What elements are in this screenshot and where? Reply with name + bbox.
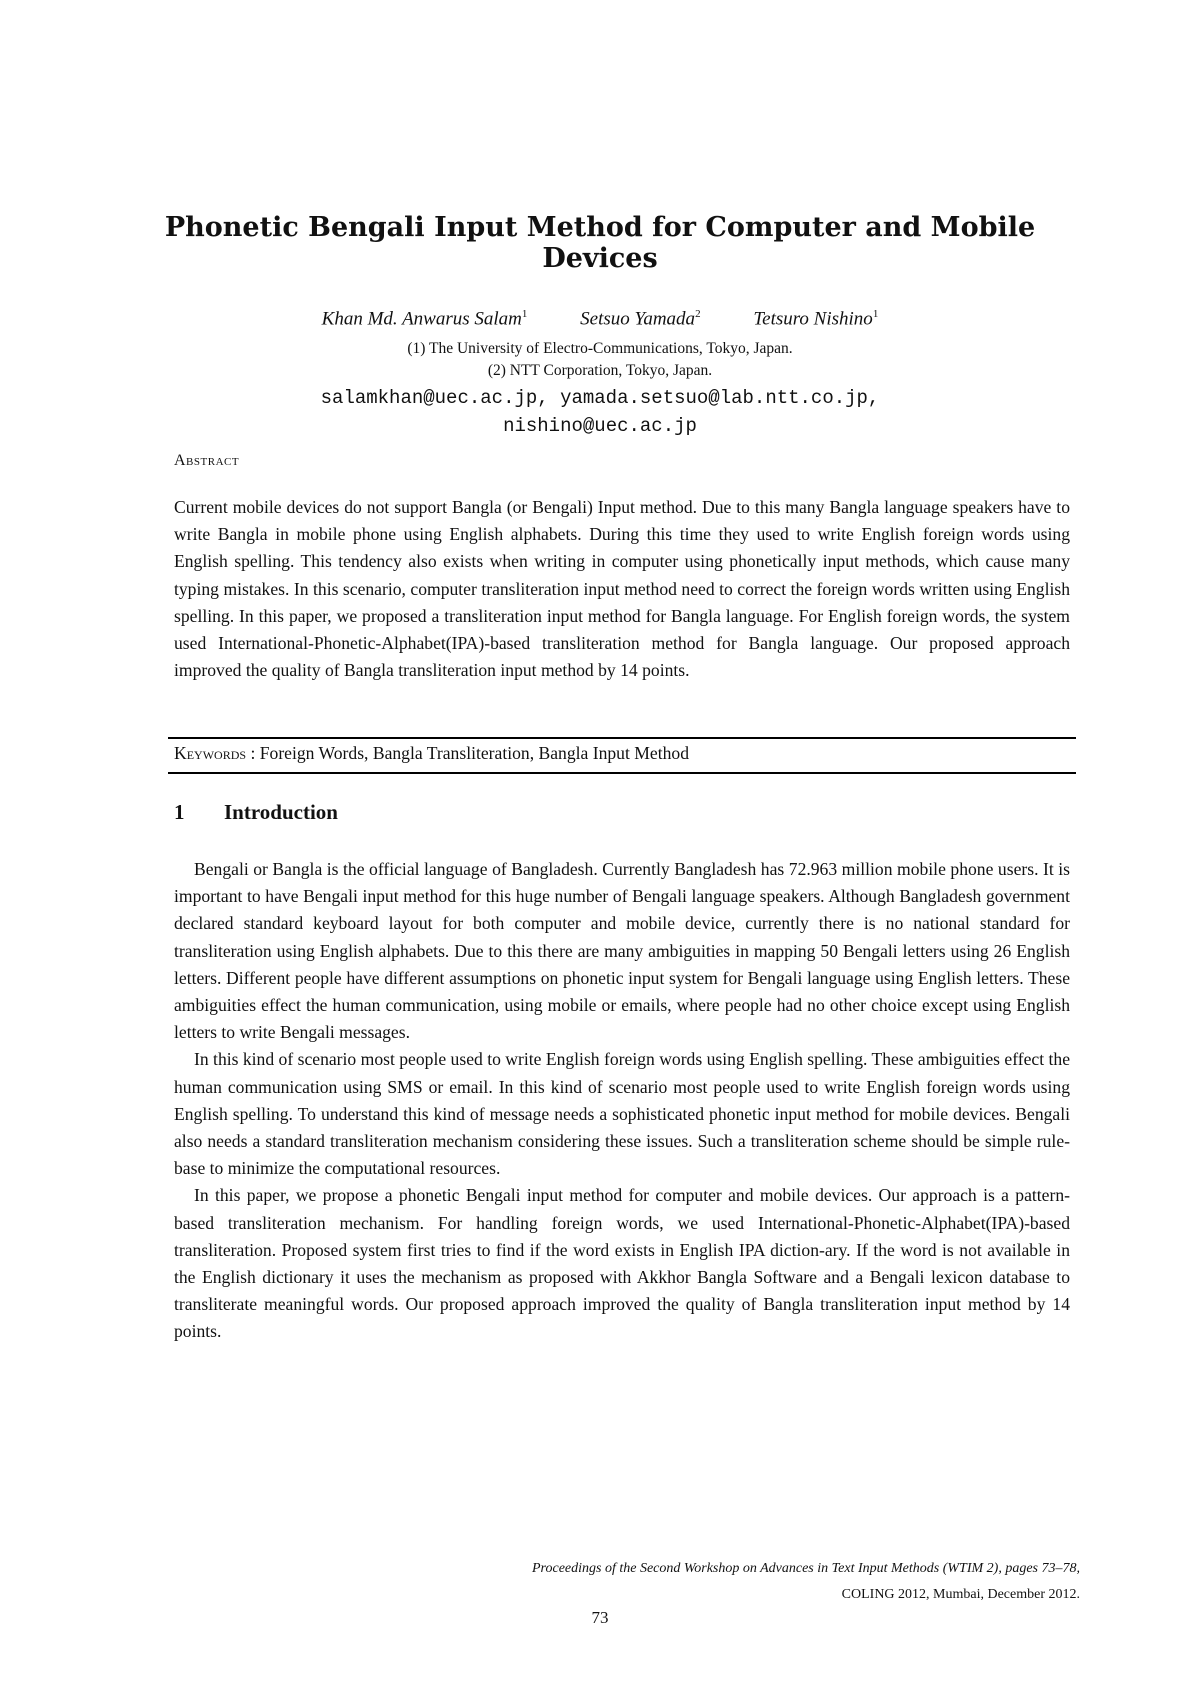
paragraph: In this paper, we propose a phonetic Bengali input method for computer and mobile devices. Our approach is a pattern-based transliteration mechanism. For handling foreign words, we used International-Phonetic-Alphabet(IPA)-based transliteration. Proposed system first tries to find if the word exists in English IPA diction-ary. If the word is not available in the English dictionary it uses the mechanism as proposed with Akkhor Bangla Software and a Bengali lexicon database to transliterate meaningful words. Our proposed approach improved the quality of Bangla transliteration input method by 14 points. [174, 1185, 1070, 1342]
author-name: Setsuo Yamada [580, 308, 696, 330]
author-3 [753, 308, 878, 330]
abstract-heading: Abstract [174, 452, 240, 469]
abstract-text: Current mobile devices do not support Bangla (or Bengali) Input method. Due to this many Bangla language speakers have to write Bangla in mobile phone using English alphabets. During this time they used to write English foreign words using English spelling. This tendency also exists when writing in computer using phonetically input methods, which cause many typing mistakes. In this scenario, computer transliteration input method need to correct the foreign words written using English spelling. In this paper, we proposed a transliteration input method for Bangla language. For English foreign words, the system used International-Phonetic-Alphabet(IPA)-based transliteration method for Bangla language. Our proposed approach improved the quality of Bangla transliteration input method by 14 points. [174, 497, 1070, 681]
section-heading [174, 800, 338, 825]
proceedings-footer [280, 1556, 1080, 1608]
keywords-bottom-rule [168, 772, 1076, 774]
keywords-label: Keywords [174, 743, 247, 763]
proceedings-citation: Proceedings of the Second Workshop on Advances in Text Input Methods (WTIM 2), pages 73–78, [532, 1561, 1080, 1576]
keywords-list: : Foreign Words, Bangla Transliteration, Bangla Input Method [246, 743, 689, 763]
keywords-top-rule [168, 737, 1076, 739]
paragraph: Bengali or Bangla is the official language of Bangladesh. Currently Bangladesh has 72.963 million mobile phone users. It is important to have Bengali input method for this huge number of Bengali language speakers. Although Bangladesh government declared standard keyboard layout for both computer and mobile device, currently there is no national standard for transliteration using English alphabets. Due to this there are many ambiguities in mapping 50 Bengali letters using 26 English letters. Different people have different assumptions on phonetic input system for Bengali language using English letters. These ambiguities effect the human communication, using mobile or emails, where people had no other choice except using English letters to write Bengali messages. [174, 859, 1070, 1043]
affiliation-1: (1) The University of Electro-Communications, Tokyo, Japan. [407, 340, 793, 357]
section-number: 1 [174, 800, 185, 824]
paragraph: In this kind of scenario most people used to write English foreign words using English spelling. These ambiguities effect the human communication using SMS or email. In this kind of scenario most people used to write English foreign words using English spelling. To understand this kind of message needs a sophisticated phonetic input method for mobile devices. Bengali also needs a standard transliteration mechanism considering these issues. Such a transliteration scheme should be simple rule-base to minimize the computational resources. [174, 1049, 1070, 1179]
affiliation-2: (2) NTT Corporation, Tokyo, Japan. [487, 362, 713, 379]
author-1 [322, 308, 528, 330]
paper-title: Phonetic Bengali Input Method for Computer and Mobile Devices [164, 212, 1036, 274]
conference-venue: COLING 2012, Mumbai, December 2012. [841, 1587, 1080, 1602]
email-line-1: salamkhan@uec.ac.jp, yamada.setsuo@lab.ntt.co.jp, [320, 387, 880, 409]
page-number: 73 [591, 1608, 609, 1627]
author-list [150, 308, 1050, 330]
email-line-2: nishino@uec.ac.jp [503, 415, 697, 437]
keywords-line [174, 743, 689, 764]
author-affiliation-mark: 1 [872, 308, 879, 320]
introduction-body [174, 856, 1070, 1346]
author-name: Khan Md. Anwarus Salam [321, 308, 522, 330]
author-name: Tetsuro Nishino [753, 308, 873, 330]
author-affiliation-mark: 1 [521, 308, 528, 320]
author-2 [580, 308, 700, 330]
author-affiliation-mark: 2 [695, 308, 701, 320]
section-title: Introduction [224, 800, 338, 824]
